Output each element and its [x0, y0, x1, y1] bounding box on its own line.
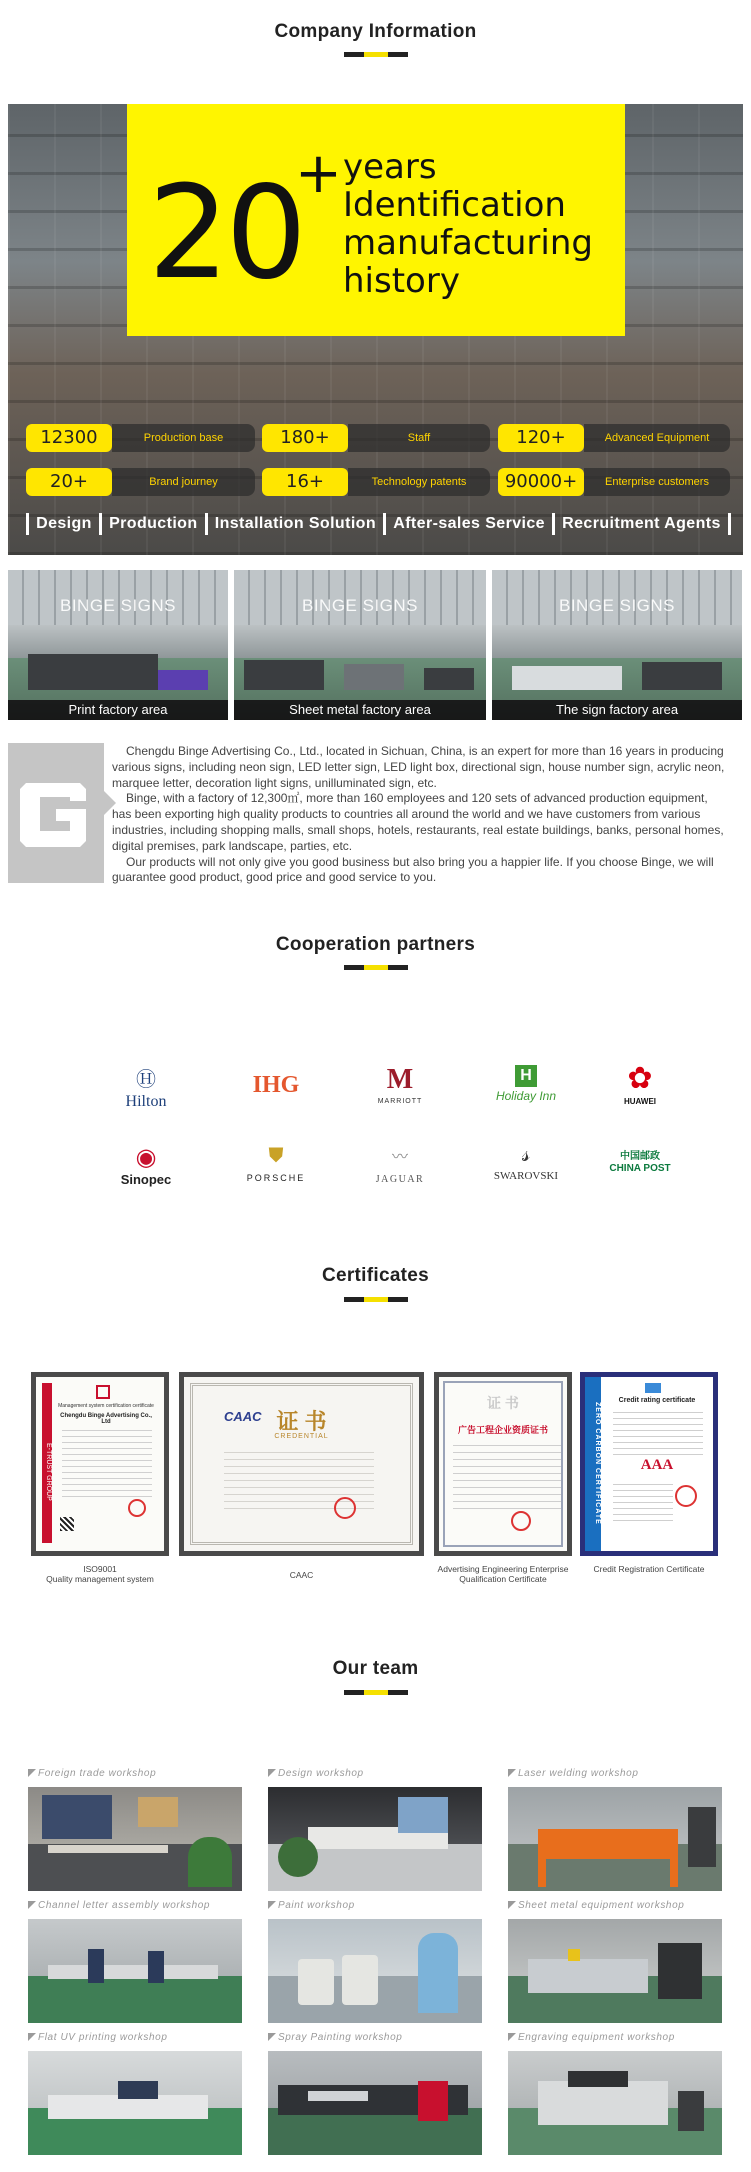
team-spray-painting	[268, 2031, 482, 2155]
team-title: Our team	[332, 1658, 419, 1679]
stat-label: Staff	[348, 424, 490, 452]
nav-production[interactable]: Production	[109, 515, 198, 532]
team-photo	[508, 1919, 722, 2023]
cert-side-text: E-TRUST GROUP	[45, 1443, 52, 1501]
company-logo	[8, 743, 104, 883]
cert-grade: AAA	[640, 1457, 674, 1473]
cert-header: Management system certification certificate	[58, 1403, 154, 1409]
cert-sub: 广告工程企业资质证书	[457, 1425, 548, 1435]
title-divider	[0, 965, 751, 970]
team-foreign-trade	[28, 1767, 242, 1891]
team-label: Laser welding workshop	[508, 1767, 722, 1781]
service-nav	[26, 509, 731, 539]
jaguar-leaper-icon: 〰	[391, 1149, 408, 1166]
cert-company: Chengdu Binge Advertising Co., Ltd	[60, 1413, 152, 1425]
swarovski-swan-icon: 𝓈	[521, 1141, 531, 1166]
team-label: Paint workshop	[268, 1899, 482, 1913]
team-photo	[268, 1787, 482, 1891]
partner-sinopec-logo: ◉ Sinopec	[86, 1145, 206, 1195]
stats-row	[26, 424, 731, 452]
cert-sub: CREDENTIAL	[274, 1433, 329, 1440]
team-label: Spray Painting workshop	[268, 2031, 482, 2045]
stat-value: 20+	[26, 468, 112, 496]
hilton-icon: Ⓗ	[136, 1069, 156, 1091]
hero-line: history	[343, 261, 460, 301]
porsche-crest-icon: ⛊	[268, 1145, 284, 1167]
factory-caption: The sign factory area	[492, 700, 742, 720]
stats-row	[26, 468, 731, 496]
cert-header: 证 书	[276, 1409, 327, 1434]
team-label: Foreign trade workshop	[28, 1767, 242, 1781]
factory-brand: BINGE SIGNS	[301, 596, 419, 615]
factory-photo-sign	[492, 570, 742, 720]
team-photo	[28, 2051, 242, 2155]
cert-header: Credit rating certificate	[618, 1397, 696, 1404]
cert-side-text: ZERO CARBON CERTIFICATE	[594, 1401, 601, 1525]
factory-photo-print	[8, 570, 228, 720]
factory-photo-sheet-metal	[234, 570, 486, 720]
team-engraving-equipment	[508, 2031, 722, 2155]
certificate-advertising-engineering[interactable]	[434, 1372, 572, 1556]
team-flat-uv-printing	[28, 2031, 242, 2155]
certificates-title: Certificates	[321, 1265, 430, 1286]
team-photo	[508, 1787, 722, 1891]
cert-caption-caac: CAAC	[289, 1570, 314, 1580]
certificate-iso9001[interactable]	[31, 1372, 169, 1556]
hero-years-number: 20	[148, 159, 303, 308]
factory-brand: BINGE SIGNS	[59, 596, 177, 615]
partner-porsche-logo: ⛊ PORSCHE	[216, 1143, 336, 1193]
team-photo	[28, 1787, 242, 1891]
team-photo	[508, 2051, 722, 2155]
caac-logo: CAAC	[224, 1409, 262, 1424]
sinopec-icon: ◉	[135, 1144, 157, 1171]
certificate-caac[interactable]	[179, 1372, 424, 1556]
hero-banner	[8, 104, 743, 555]
huawei-flower-icon: ✿	[627, 1062, 653, 1095]
stat-label: Technology patents	[348, 468, 490, 496]
partners-title: Cooperation partners	[275, 934, 476, 955]
hero-line: manufacturing	[343, 223, 593, 263]
partner-china-post-logo: 中国邮政 CHINA POST	[609, 1151, 671, 1174]
team-paint	[268, 1899, 482, 2023]
stat-value: 16+	[262, 468, 348, 496]
partner-swarovski-logo: 𝓈 SWAROVSKI	[466, 1141, 586, 1191]
company-info-title: Company Information	[274, 21, 477, 42]
title-divider	[0, 1690, 751, 1695]
intro-paragraph: Binge, with a factory of 12,300㎡, more than 160 employees and 120 sets of advanced production equipment, has been exporting high quality products to countries all around the world and we have customers from various industries, including shopping malls, small shops, hotels, restaurants, real estate buildings, banks, personal homes, digital premises, park landscape, parties, etc.	[112, 791, 724, 853]
stat-label: Brand journey	[112, 468, 255, 496]
nav-after-sales-service[interactable]: After-sales Service	[393, 515, 545, 532]
title-divider	[0, 52, 751, 57]
stat-label: Production base	[112, 424, 255, 452]
factory-caption: Sheet metal factory area	[234, 700, 486, 720]
factory-caption: Print factory area	[8, 700, 228, 720]
stat-label: Enterprise customers	[584, 468, 730, 496]
cert-caption-advertising-engineering: Advertising Engineering Enterprise Qualification Certificate	[437, 1564, 569, 1584]
stat-value: 120+	[498, 424, 584, 452]
hero-line: Identification	[343, 185, 566, 225]
nav-recruitment-agents[interactable]: Recruitment Agents	[562, 515, 721, 532]
team-laser-welding	[508, 1767, 722, 1891]
team-label: Channel letter assembly workshop	[28, 1899, 242, 1913]
partner-jaguar-logo: 〰 JAGUAR	[340, 1145, 460, 1195]
hero-line: years	[343, 147, 437, 187]
certificate-credit-registration[interactable]	[580, 1372, 718, 1556]
stat-value: 90000+	[498, 468, 584, 496]
nav-design[interactable]: Design	[36, 515, 92, 532]
team-photo	[28, 1919, 242, 2023]
stat-value: 180+	[262, 424, 348, 452]
team-label: Sheet metal equipment workshop	[508, 1899, 722, 1913]
intro-paragraph: Our products will not only give you good business but also bring you a happier life. If you choose Binge, we will guarantee good product, good price and good service to you.	[112, 854, 714, 885]
team-label: Design workshop	[268, 1767, 482, 1781]
partner-huawei-logo: ✿ HUAWEI	[580, 1065, 700, 1115]
cert-caption-iso9001: ISO9001 Quality management system	[46, 1564, 154, 1584]
hero-tagline	[343, 148, 593, 300]
team-channel-letter-assembly	[28, 1899, 242, 2023]
cert-header: 证 书	[487, 1395, 519, 1411]
stat-value: 12300	[26, 424, 112, 452]
intro-paragraph: Chengdu Binge Advertising Co., Ltd., located in Sichuan, China, is an expert for more than 16 years in producing various signs, including neon sign, LED letter sign, LED light box, directional sign, house number sign, acrylic neon, marquee letter, decoration light signs, unilluminated sign, etc.	[112, 744, 725, 790]
marriott-icon: M	[386, 1064, 414, 1095]
partner-ihg-logo: IHG	[252, 1072, 300, 1098]
team-photo	[268, 2051, 482, 2155]
holiday-inn-icon: H	[515, 1065, 537, 1087]
team-sheet-metal-equipment	[508, 1899, 722, 2023]
stat-label: Advanced Equipment	[584, 424, 730, 452]
team-design	[268, 1767, 482, 1891]
partner-holiday-inn-logo: H Holiday Inn	[495, 1067, 557, 1103]
factory-brand: BINGE SIGNS	[558, 596, 676, 615]
team-label: Flat UV printing workshop	[28, 2031, 242, 2045]
company-intro	[112, 744, 728, 886]
title-divider	[0, 1297, 751, 1302]
hero-plus-sign: +	[295, 141, 342, 206]
team-label: Engraving equipment workshop	[508, 2031, 722, 2045]
cert-caption-credit-registration: Credit Registration Certificate	[593, 1564, 705, 1574]
partner-hilton-logo: Ⓗ Hilton	[86, 1067, 206, 1117]
partner-marriott-logo: M MARRIOTT	[340, 1067, 460, 1117]
team-photo	[268, 1919, 482, 2023]
nav-installation-solution[interactable]: Installation Solution	[214, 515, 377, 532]
binge-logo-icon	[8, 743, 104, 883]
